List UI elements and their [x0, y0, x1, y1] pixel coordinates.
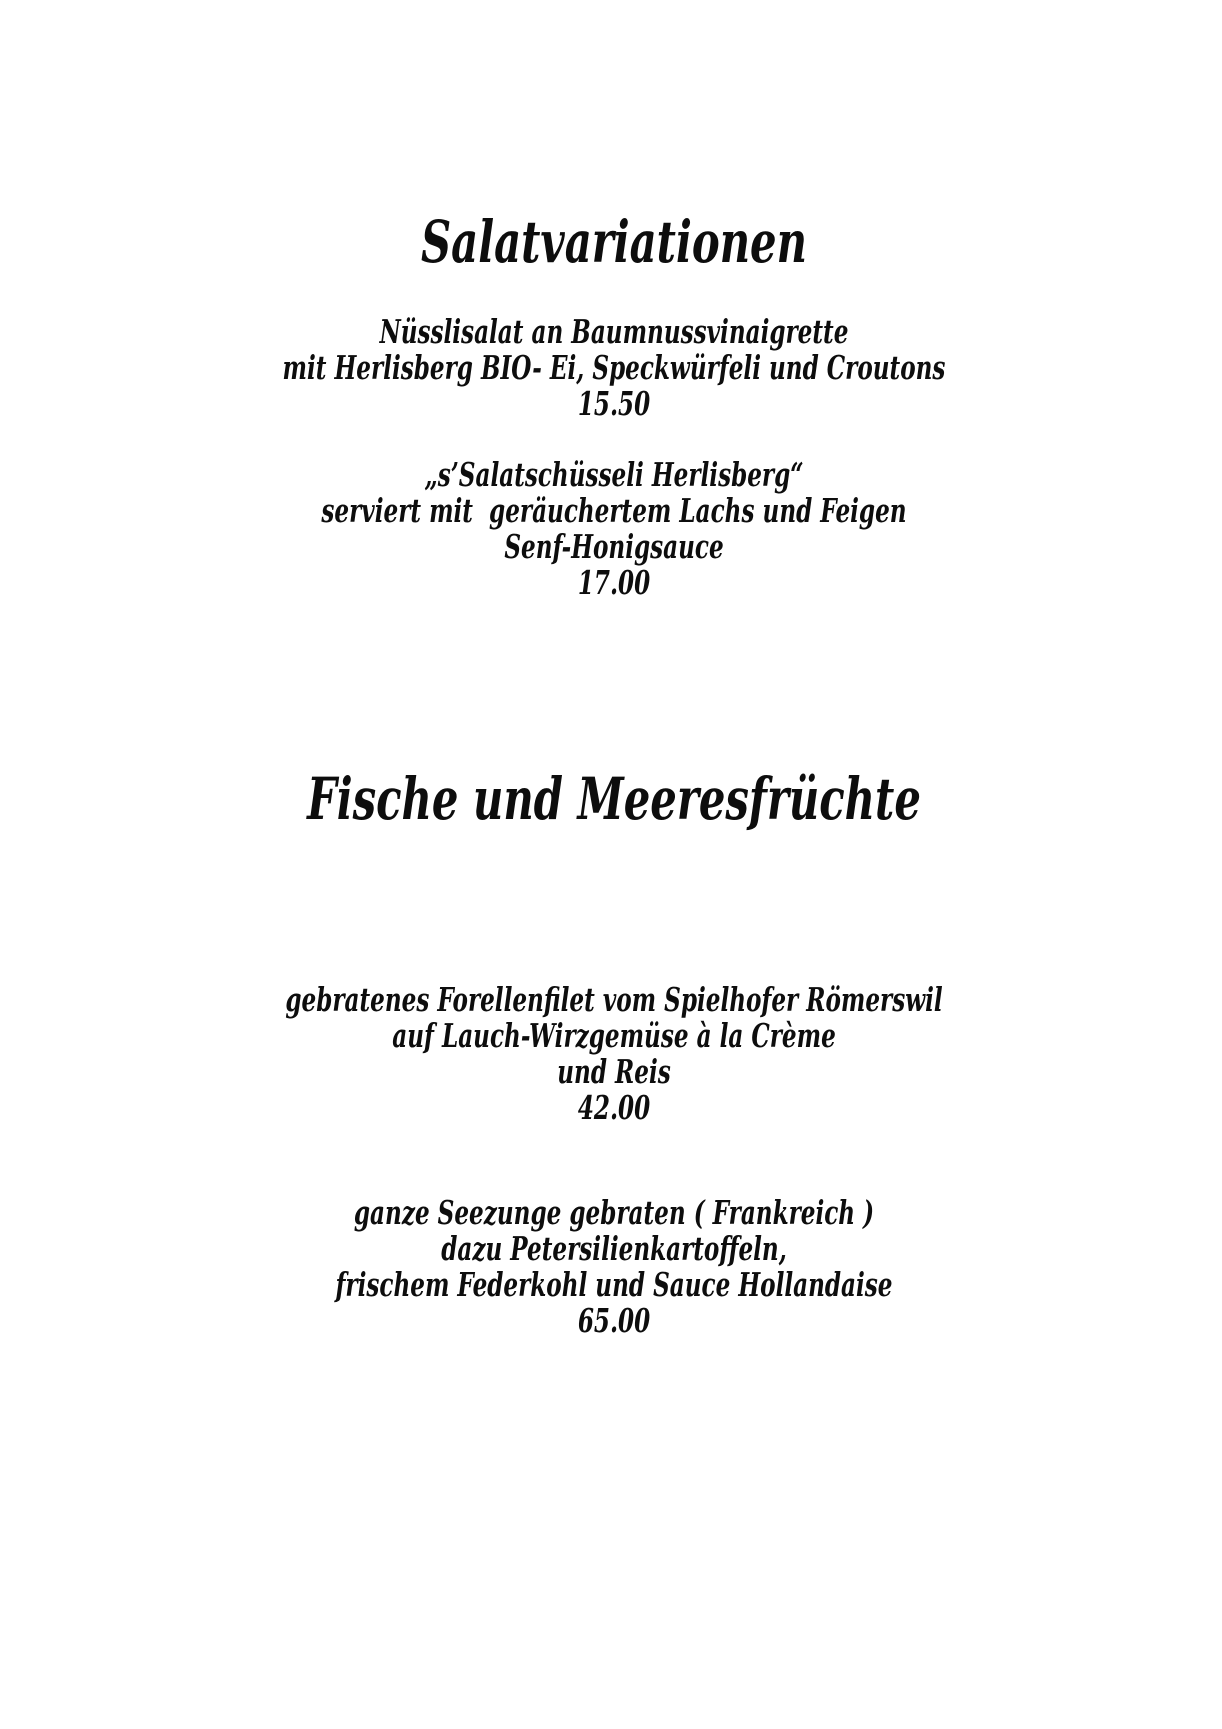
section-title-fish-seafood: Fische und Meeresfrüchte [307, 765, 921, 833]
menu-item-line: Nüsslisalat an Baumnussvinaigrette [379, 312, 849, 351]
menu-item-line: dazu Petersilienkartoffeln, [441, 1229, 787, 1268]
menu-item-line: „s’Salatschüsseli Herlisberg“ [424, 455, 804, 494]
menu-item-line: mit Herlisberg BIO- Ei, Speckwürfeli und Croutons [282, 348, 946, 387]
menu-item [3, 982, 1222, 1126]
menu-content [3, 0, 1222, 1339]
menu-item-price: 65.00 [577, 1301, 651, 1340]
menu-item-line: frischem Federkohl und Sauce Hollandaise [335, 1265, 893, 1304]
section-title-salads: Salatvariationen [421, 208, 807, 276]
menu-item [3, 314, 1222, 422]
menu-item [3, 457, 1222, 601]
menu-item-price: 15.50 [577, 384, 651, 423]
menu-item-line: auf Lauch-Wirzgemüse à la Crème [392, 1016, 836, 1055]
menu-item-price: 42.00 [577, 1088, 651, 1127]
menu-item-line: ganze Seezunge gebraten ( Frankreich ) [353, 1193, 875, 1232]
menu-item-line: gebratenes Forellenfilet vom Spielhofer Römerswil [285, 980, 943, 1019]
menu-item-line: Senf-Honigsauce [504, 527, 724, 566]
menu-item-price: 17.00 [577, 563, 651, 602]
menu-item-line: und Reis [557, 1052, 671, 1091]
menu-item [3, 1195, 1222, 1339]
menu-item-line: serviert mit geräuchertem Lachs und Feigen [321, 491, 907, 530]
